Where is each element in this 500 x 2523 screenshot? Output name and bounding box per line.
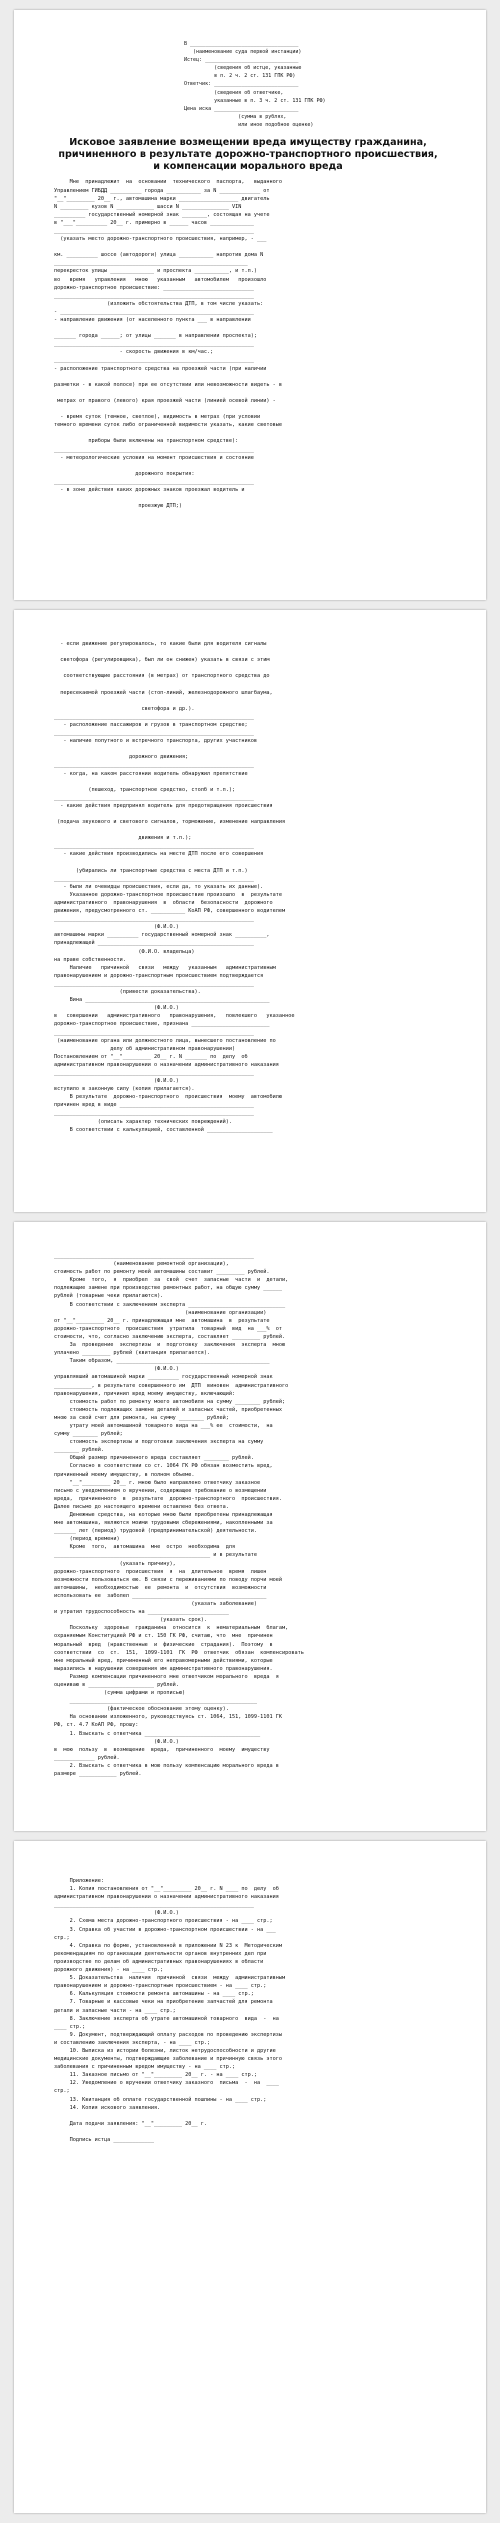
- text-line: соответствии со ст. 151, 1099-1101 ГК РФ ответчик обязан компенсировать: [54, 1649, 304, 1656]
- text-line: причиненный моему имуществу, в полном объеме.: [54, 1471, 195, 1478]
- text-line: медицинские документы, подтверждающие заболевание и причинную связь этого: [54, 2056, 282, 2063]
- text-line: рекомендациям по организации деятельности органов внутренних дел при: [54, 1950, 267, 1957]
- text-line: (период времени): [54, 1536, 120, 1543]
- text-line: - в зоне действия каких дорожных знаков проезжал водитель и: [54, 486, 245, 493]
- document-page-2: [14, 610, 486, 1212]
- text-line: (наименование суда первой инстанции): [184, 49, 302, 56]
- text-line: (Ф.И.О.): [54, 1910, 179, 1917]
- text-line: в мою пользу в возмещение вреда, причиненного моему имуществу: [54, 1746, 270, 1753]
- text-line: [54, 243, 442, 251]
- document-page-4: [14, 1841, 486, 2513]
- text-line: оцениваю в _____________________ рублей.: [54, 1681, 179, 1688]
- text-line: мне моральный вред, причиненный его неправомерными действиями, которые: [54, 1657, 273, 1664]
- text-line: письмо с уведомлением о вручении, содержащее требование о возмещении: [54, 1487, 267, 1494]
- text-line: Управлением ГИБДД __________ города ___________ за N _____________ от: [54, 187, 270, 194]
- text-line: (убирались ли транспортные средства с места ДТП и т.п.): [54, 867, 248, 874]
- text-line: уплачено _________ рублей (квитанция прилагается).: [54, 1350, 211, 1357]
- text-line: разметки - в какой полосе) при ее отсутствии или невозможности видеть - в: [54, 381, 282, 388]
- text-line: указанные в п. 3 ч. 2 ст. 131 ГПК РФ): [184, 97, 326, 104]
- text-line: Постановлением от "__"_________ 20__ г. N _______ по делу об: [54, 1053, 248, 1060]
- text-line: (указать срок).: [54, 1617, 208, 1624]
- text-line: управлявший автомашиной марки __________ государственный номерной знак: [54, 1374, 273, 1381]
- text-line: ________________________________________________________________: [54, 1902, 254, 1909]
- text-line: и утратил трудоспособность на __________________________: [54, 1609, 229, 1616]
- text-line: ________________________________________________________________: [54, 875, 254, 882]
- text-line: светофора (регулировщика), был ли он снижен) указать в связи с этим: [54, 657, 270, 664]
- text-line: [54, 494, 442, 502]
- text-line: [54, 648, 442, 656]
- text-line: проезжую ДТП;): [54, 503, 183, 510]
- court-header-block: [184, 40, 442, 129]
- text-line: делу об административном правонарушении): [54, 1045, 236, 1052]
- text-line: мною за свой счет для ремонта, на сумму ________ рублей;: [54, 1414, 229, 1421]
- text-line: 4. Справка по форме, установленной в приложении N 23 к Методическим: [54, 1942, 282, 1949]
- text-line: 1. Копия постановления от "__"_________ 20__ г. N ____ по делу об: [54, 1886, 279, 1893]
- text-line: В соответствии с калькуляцией, составленной _____________________: [54, 1126, 273, 1133]
- text-line: и составлению заключения эксперта, - на ____ стр.;: [54, 2039, 211, 2046]
- text-line: ________________________________________________________________: [54, 357, 254, 364]
- text-line: (указать заболевание): [54, 1601, 258, 1608]
- text-line: (Ф.И.О.): [54, 1005, 179, 1012]
- text-line: - ______________________________________________________________: [54, 308, 254, 315]
- text-line: - когда, на каком расстоянии водитель обнаружил препятствие: [54, 770, 248, 777]
- text-line: правонарушением и дорожно-транспортным происшествием - на ____ стр.;: [54, 1983, 267, 1990]
- text-line: (привести доказательства).: [54, 989, 201, 996]
- text-line: светофора и др.).: [54, 705, 195, 712]
- text-line: __________ государственный номерной знак ________, состоящая на учете: [54, 211, 270, 218]
- text-line: детали и запасные части - на ____ стр.;: [54, 2007, 176, 2014]
- text-line: ________________________________________________________________: [54, 916, 254, 923]
- text-line: ________________________________________________________________: [54, 713, 254, 720]
- text-line: 10. Выписка из истории болезни, листок нетрудоспособности и другие: [54, 2047, 276, 2054]
- text-line: - какие действия предпринял водитель для предотвращения происшествия: [54, 802, 273, 809]
- text-line: подлежащие замене при производстве ремонтных работ, на общую сумму ______: [54, 1285, 282, 1292]
- text-line: стр.;: [54, 1934, 70, 1941]
- text-line: ________ рублей.: [54, 1447, 104, 1454]
- text-line: дорожно-транспортное происшествие: _____________________________: [54, 284, 254, 291]
- text-line: заболевания с причиненным вредом имуществу - на ____ стр.;: [54, 2064, 236, 2071]
- text-line: утрату моей автомашиной товарного вида на ___% ее стоимости, на: [54, 1422, 273, 1429]
- text-line: дорожного движения) - на ____ стр.;: [54, 1967, 164, 1974]
- page-4-content: [14, 1841, 486, 2144]
- text-line: Кроме того, я приобрел за свой счет запасные части и детали,: [54, 1277, 289, 1284]
- text-line: (Ф.И.О.): [54, 1366, 179, 1373]
- text-line: [54, 389, 442, 397]
- text-line: приборы были включены на транспортном средстве):: [54, 438, 239, 445]
- text-line: (подача звукового и светового сигналов, торможение, изменение направления: [54, 819, 286, 826]
- text-line: Общий размер причиненного вреда составляет ________ рублей.: [54, 1455, 254, 1462]
- text-line: [54, 778, 442, 786]
- text-line: - были ли очевидцы происшествия, если да, то указать их данные).: [54, 883, 264, 890]
- text-line: (Ф.И.О.): [54, 1738, 179, 1745]
- document-page-3: [14, 1222, 486, 1831]
- text-line: [54, 826, 442, 834]
- text-line: ________________________________________________________________: [54, 292, 254, 299]
- text-line: ________________________________________________________________: [54, 843, 254, 850]
- text-line: (фактическое обоснование этому оценку).: [54, 1706, 229, 1713]
- text-line: На основании изложенного, руководствуясь ст. 1064, 151, 1099-1101 ГК: [54, 1714, 282, 1721]
- text-line: (наименование органа или должностного лица, вынесшего постановление по: [54, 1037, 276, 1044]
- text-line: в "___"__________ 20__ г. примерно в ______ часов ______________: [54, 219, 254, 226]
- text-line: или иное подобное оценке): [184, 121, 314, 128]
- text-line: [54, 405, 442, 413]
- text-line: дорожно-транспортное происшествие, признана _________________________: [54, 1021, 270, 1028]
- text-line: 14. Копия искового заявления.: [54, 2104, 161, 2111]
- text-line: дорожно-транспортного происшествия утратила товарный вид на ___% от: [54, 1325, 282, 1332]
- text-line: - расположение пассажиров и грузов в транспортном средстве;: [54, 721, 248, 728]
- text-line: ____________________________________________________________: [54, 1698, 258, 1705]
- text-line: [54, 680, 442, 688]
- text-line: административном правонарушении о назначении административного наказания: [54, 1894, 279, 1901]
- text-line: [54, 2128, 442, 2136]
- text-line: движения и т.п.);: [54, 835, 192, 842]
- text-line: _____________ рублей.: [54, 1754, 120, 1761]
- text-line: движения, предусмотренного ст. ___________ КоАП РФ, совершенного водителем: [54, 908, 286, 915]
- text-line: в п. 2 ч. 2 ст. 131 ГПК РФ): [184, 73, 296, 80]
- text-line: пересекаемой проезжей части (стоп-линий, железнодорожного шлагбаума,: [54, 689, 273, 696]
- text-line: возможности пользоваться ею. В связи с переживаниями по поводу порчи моей: [54, 1576, 282, 1583]
- text-line: (указать причину),: [54, 1560, 176, 1567]
- text-line: - скорость движения в км/час.;: [54, 349, 214, 356]
- document-page-1: [14, 10, 486, 600]
- text-line: - время суток (темное, светлое), видимость в метрах (при условии: [54, 414, 261, 421]
- text-line: 11. Заказное письмо от "__"_________ 20__ г. - на ____ стр.;: [54, 2072, 258, 2079]
- text-line: 2. Схема места дорожно-транспортного происшествия - на ____ стр.;: [54, 1918, 273, 1925]
- text-line: ________________________________________________________________: [54, 762, 254, 769]
- text-line: ____ стр.;: [54, 2023, 86, 2030]
- text-line: Указанное дорожно-транспортное происшествие произошло в результате: [54, 891, 282, 898]
- text-line: дорожного движения;: [54, 754, 189, 761]
- text-line: [54, 697, 442, 705]
- text-line: административного правонарушения в области безопасности дорожного: [54, 900, 273, 906]
- page-3-content: [14, 1222, 486, 1778]
- text-line: За проведение экспертизы и подготовку заключения эксперта мною: [54, 1342, 286, 1349]
- text-line: (Ф.И.О. владельца): [54, 948, 195, 955]
- text-line: Мне принадлежит на основании технического паспорта, выданного: [54, 179, 282, 186]
- text-line: метрах от правого (левого) края проезжей части (линией осевой линии) -: [54, 397, 276, 404]
- text-line: Таким образом, _________________________________________________: [54, 1358, 270, 1365]
- text-line: охраняемым Конституцией РФ и ст. 150 ГК РФ, считаю, что мне причинен: [54, 1633, 273, 1640]
- text-line: выразились в нарушении совершения им административного правонарушения.: [54, 1665, 273, 1672]
- text-line: (Ф.И.О.): [54, 924, 179, 931]
- text-line: автомашины марки __________ государственный номерной знак __________,: [54, 932, 270, 939]
- text-line: использовать ее заболел ___________________________________________: [54, 1592, 267, 1599]
- text-line: Приложение:: [54, 1878, 104, 1884]
- text-line: 2. Взыскать с ответчика в мою пользу компенсацию морального вреда в: [54, 1762, 279, 1769]
- text-line: _______ лет (период) трудовой (предпринимательской) деятельности.: [54, 1528, 258, 1535]
- text-line: стоимость работ по ремонту моей автомашины составит _________ рублей.: [54, 1269, 270, 1276]
- text-line: (наименование организации): [54, 1309, 267, 1316]
- text-line: 3. Справка об участии в дорожно-транспортном происшествии - на ___: [54, 1926, 276, 1933]
- text-line: 13. Квитанция об оплате государственной пошлины - на ____ стр.;: [54, 2096, 267, 2103]
- text-line: В соответствии с заключением эксперта _______________________________: [54, 1301, 286, 1308]
- text-line: (Ф.И.О.): [54, 1078, 179, 1085]
- text-line: [54, 810, 442, 818]
- text-line: (сведения об истце, указанные: [184, 65, 302, 72]
- text-line: (сумма цифрами и прописью): [54, 1690, 186, 1697]
- text-line: [54, 745, 442, 753]
- text-line: стр.;: [54, 2088, 70, 2095]
- text-line: - метеорологические условия на момент происшествия и состояние: [54, 454, 254, 461]
- text-line: Поскольку здоровье гражданина относится к нематериальным благам,: [54, 1625, 289, 1632]
- text-line: сумму ________ рублей;: [54, 1431, 123, 1438]
- text-line: - если движение регулировалось, то какие были для водителя сигналы: [54, 641, 267, 647]
- text-line: - направление движения (от населенного пункта ___ в направлении: [54, 317, 251, 324]
- text-line: N _________ кузов N ____________ шасси N _______________ VIN: [54, 203, 242, 210]
- text-line: 6. Калькуляция стоимости ремонта автомашины - на ____ стр.;: [54, 1991, 254, 1998]
- text-line: (сумма в рублях,: [184, 113, 287, 120]
- text-line: во время управления мною указанным автомобилем произошло: [54, 276, 267, 283]
- text-line: соответствующие расстояния (в метрах) от транспортного средства до: [54, 673, 270, 680]
- text-line: Согласно в соответствии со ст. 1064 ГК РФ обязан возместить вред,: [54, 1463, 273, 1470]
- text-line: правонарушением и дорожно-транспортным происшествием подтверждается: [54, 972, 264, 979]
- text-line: правонарушения, причинил вред моему имуществу, включающий:: [54, 1390, 236, 1397]
- text-line: 9. Документ, подтверждающий оплату расходов по проведению экспертизы: [54, 2031, 282, 2038]
- text-line: Кроме того, автомашина мне остро необходима для: [54, 1544, 236, 1551]
- text-line: административном правонарушении о назначении административного наказания: [54, 1061, 279, 1068]
- text-line: [54, 324, 442, 332]
- text-line: на праве собственности.: [54, 956, 126, 963]
- text-line: Подпись истца _____________: [54, 2137, 154, 2143]
- text-line: Далее письмо до настоящего времени оставлено без ответа.: [54, 1503, 229, 1510]
- text-line: принадлежащей __________________________________________________: [54, 940, 254, 947]
- page-1-content: [14, 10, 486, 510]
- document-title: Исковое заявление возмещении вреда имуществу гражданина, причиненного в результате дорожно-транспортного происшествия, и компенсации морального вреда: [58, 137, 438, 172]
- text-line: от "__"_________ 20__ г. принадлежащая мне автомашина в результате: [54, 1317, 270, 1324]
- text-line: автомашины, необходимостью ее ремонта и отсутствия возможности: [54, 1584, 267, 1591]
- text-line: причинен вред в виде ___________________________________________: [54, 1102, 254, 1109]
- text-line: [54, 2112, 442, 2120]
- text-line: Цена иска ____________________________: [184, 105, 299, 112]
- text-line: (пешеход, транспортное средство, столб и т.п.);: [54, 786, 236, 793]
- text-line: Дата подачи заявления: "__"_________ 20__ г.: [54, 2120, 208, 2127]
- text-line: - расположение транспортного средства на проезжей части (при наличии: [54, 365, 267, 372]
- text-line: рублей (товарные чеки прилагаются).: [54, 1293, 164, 1300]
- text-line: ________________________________________________________________: [54, 478, 254, 485]
- text-line: ________________________________________________________________: [54, 794, 254, 801]
- claim-body-text: [54, 178, 442, 510]
- text-line: ________________________________________________________________: [54, 980, 254, 987]
- text-line: темного времени суток либо ограниченной видимости указать, какие световые: [54, 422, 282, 429]
- text-line: ________________________________________________________________: [54, 1253, 254, 1259]
- text-line: (сведения об ответчике,: [184, 89, 284, 96]
- text-line: производстве по делам об административных правонарушениях в области: [54, 1958, 264, 1965]
- text-line: __________________________________________________ и в результате: [54, 1552, 258, 1559]
- text-line: моральный вред (нравственные и физические страдания). Поэтому в: [54, 1641, 273, 1648]
- text-line: Истец: _______________________________: [184, 57, 299, 64]
- page-2-content: [14, 610, 486, 1134]
- page-3-text: [54, 1252, 442, 1778]
- text-line: [54, 664, 442, 672]
- text-line: ________________________________________________________________: [54, 1069, 254, 1076]
- text-line: РФ, ст. 4.7 КоАП РФ, прошу:: [54, 1722, 139, 1729]
- text-line: стоимости, что, согласно заключению эксперта, составляет _________ рублей.: [54, 1333, 286, 1340]
- text-line: ______________________________________________________________: [54, 260, 248, 267]
- text-line: - наличие попутного и встречного транспорта, других участников: [54, 738, 258, 745]
- text-line: "__"_________ 20__ г., автомашина марки ___________________ двигатель: [54, 195, 270, 202]
- text-line: В ____________________________________: [184, 41, 299, 47]
- text-line: вреда, причиненного в результате дорожно-транспортного происшествия.: [54, 1495, 282, 1502]
- text-line: _______ города ______; от улицы _______ в направлении проспекта);: [54, 333, 258, 340]
- text-line: Наличие причинной связи между указанным административным: [54, 964, 276, 971]
- text-line: ________________________________________________________________: [54, 1029, 254, 1036]
- text-line: ________________________________________________________________: [54, 730, 254, 737]
- text-line: 5. Доказательства наличия причинной связи между административным: [54, 1975, 286, 1982]
- text-line: [54, 429, 442, 437]
- text-line: (описать характер технических повреждений).: [54, 1118, 233, 1125]
- text-line: Размер компенсации причиненного мне ответчиком морального вреда я: [54, 1673, 279, 1680]
- text-line: Ответчик: ____________________________: [184, 81, 299, 88]
- text-line: ________________________________________________________________: [54, 1110, 254, 1117]
- text-line: ____________, в результате совершенного им ДТП виновен административного: [54, 1382, 289, 1389]
- text-line: перекресток улицы ______________ и проспекта ___________, и т.п.): [54, 268, 258, 275]
- text-line: [54, 373, 442, 381]
- text-line: В результате дорожно-транспортного происшествия моему автомобилю: [54, 1094, 282, 1101]
- text-line: [54, 462, 442, 470]
- text-line: (указать место дорожно-транспортного происшествия, например, - ___: [54, 236, 267, 243]
- text-line: 1. Взыскать с ответчика _____________________________________: [54, 1730, 261, 1737]
- text-line: стоимость подлежащих замене деталей и запасных частей, приобретенных: [54, 1406, 282, 1413]
- text-line: размере ____________ рублей.: [54, 1771, 142, 1777]
- text-line: Вина ___________________________________________________________: [54, 997, 270, 1004]
- text-line: дорожно-транспортного происшествия я на длительное время лишен: [54, 1568, 267, 1575]
- text-line: "__"_________ 20__ г. мною было направлено ответчику заказное: [54, 1479, 261, 1486]
- text-line: ________________________________________________________________: [54, 446, 254, 453]
- text-line: (изложить обстоятельства ДТП, в том числе указать:: [54, 300, 264, 307]
- page-4-text: [54, 1877, 442, 2144]
- text-line: ________________________________________________________________: [54, 341, 254, 348]
- page-2-text: [54, 640, 442, 1134]
- text-line: мне автомашина, являются моими трудовыми сбережениями, накопленными за: [54, 1520, 273, 1527]
- text-line: 7. Товарные и кассовые чеки на приобретение запчастей для ремонта: [54, 1999, 273, 2006]
- text-line: вступило в законную силу (копия прилагается).: [54, 1086, 195, 1093]
- text-line: дорожного покрытия:: [54, 470, 195, 477]
- text-line: 12. Уведомление о вручении ответчику заказного письма - на ____: [54, 2080, 279, 2087]
- text-line: - какие действия производились на месте ДТП после его совершения: [54, 851, 264, 858]
- text-line: стоимость экспертизы и подготовки заключения эксперта на сумму: [54, 1439, 264, 1446]
- text-line: км. __________ шоссе (автодороги) улица ___________ напротив дома N: [54, 252, 264, 259]
- text-line: стоимость работ по ремонту моего автомобиля на сумму ________ рублей;: [54, 1398, 286, 1405]
- text-line: ________________________________________________________________: [54, 227, 254, 234]
- text-line: в совершении административного правонарушения, повлекшего указанное: [54, 1013, 295, 1020]
- text-line: Денежные средства, на которые мною были приобретены принадлежащая: [54, 1512, 273, 1518]
- text-line: 8. Заключение эксперта об утрате автомашиной товарного вида - на: [54, 2015, 279, 2022]
- text-line: (наименование ремонтной организации),: [54, 1261, 229, 1268]
- text-line: [54, 859, 442, 867]
